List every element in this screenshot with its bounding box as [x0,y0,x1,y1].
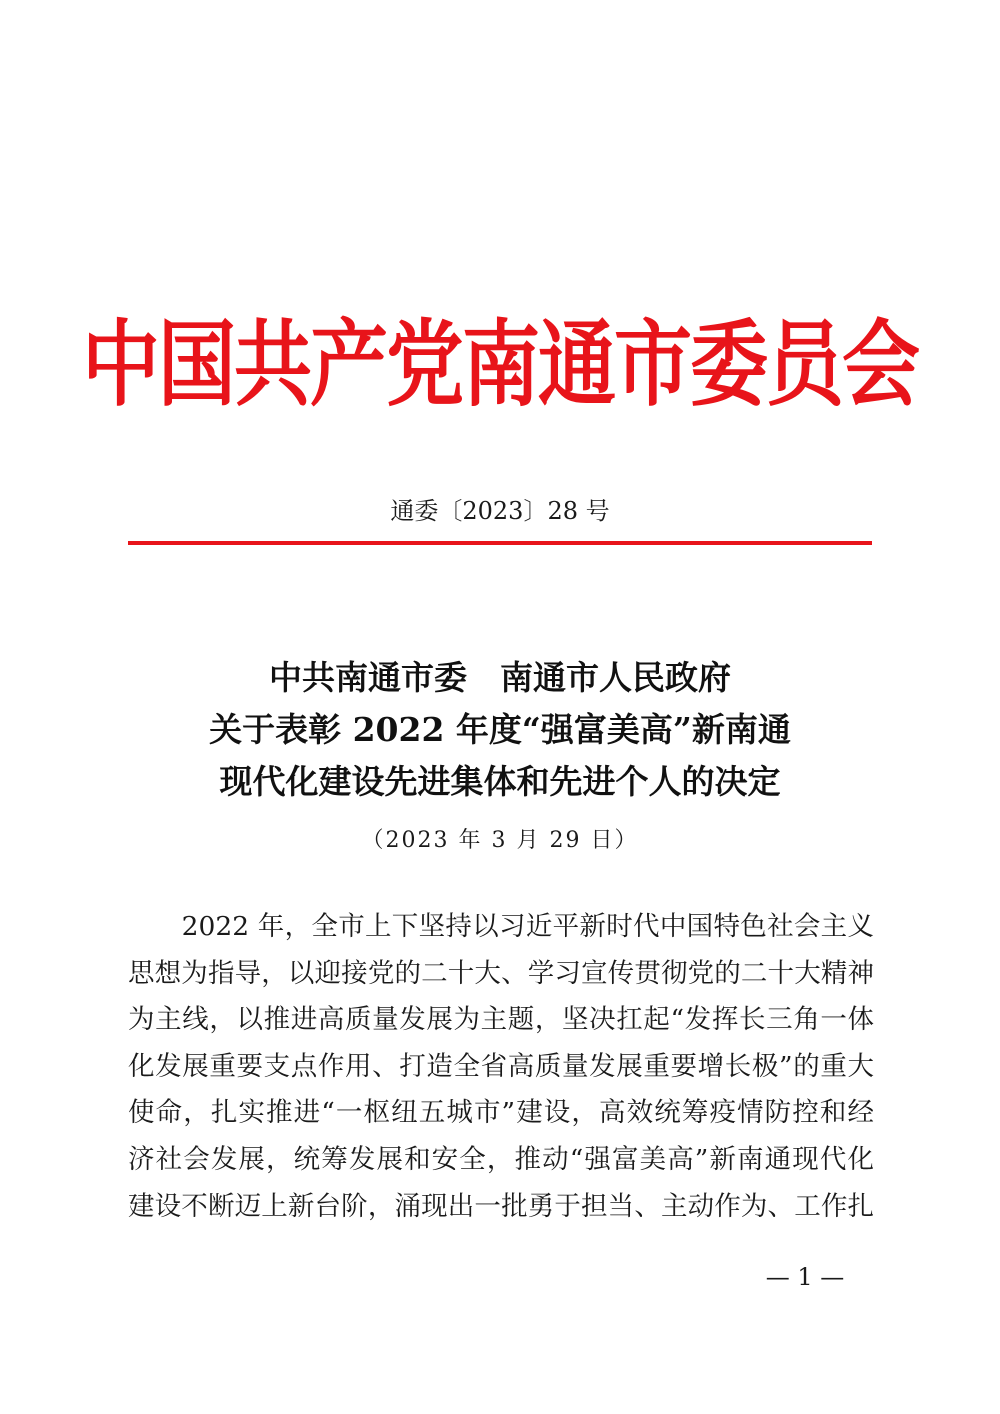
body-line: 2022 年，全市上下坚持以习近平新时代中国特色社会主义 [128,911,874,942]
document-heading [0,652,1000,808]
body-line: 使命，扎实推进“一枢纽五城市”建设，高效统筹疫情防控和经 [128,1097,874,1129]
page-number: — 1 — [765,1263,845,1291]
body-line: 化发展重要支点作用、打造全省高质量发展重要增长极”的重大 [128,1050,874,1082]
heading-line-1: 中共南通市委 南通市人民政府 [269,658,731,697]
body-line: 思想为指导，以迎接党的二十大、学习宣传贯彻党的二十大精神 [128,957,874,989]
body-line: 建设不断迈上新台阶，涌现出一批勇于担当、主动作为、工作扎 [128,1190,874,1222]
body-line: 为主线，以推进高质量发展为主题，坚决扛起“发挥长三角一体 [128,1004,874,1036]
body-line: 济社会发展，统筹发展和安全，推动“强富美高”新南通现代化 [128,1143,874,1175]
body-paragraph [128,904,874,1230]
issue-date: （2023 年 3 月 29 日） [361,828,639,853]
issuing-organization-title: 中国共产党南通市委员会 [81,310,918,420]
heading-line-3: 现代化建设先进集体和先进个人的决定 [219,762,781,801]
document-number: 通委〔2023〕28 号 [390,497,610,525]
heading-line-2: 关于表彰 2022 年度“强富美高”新南通 [209,710,791,749]
red-divider-line [128,541,872,545]
